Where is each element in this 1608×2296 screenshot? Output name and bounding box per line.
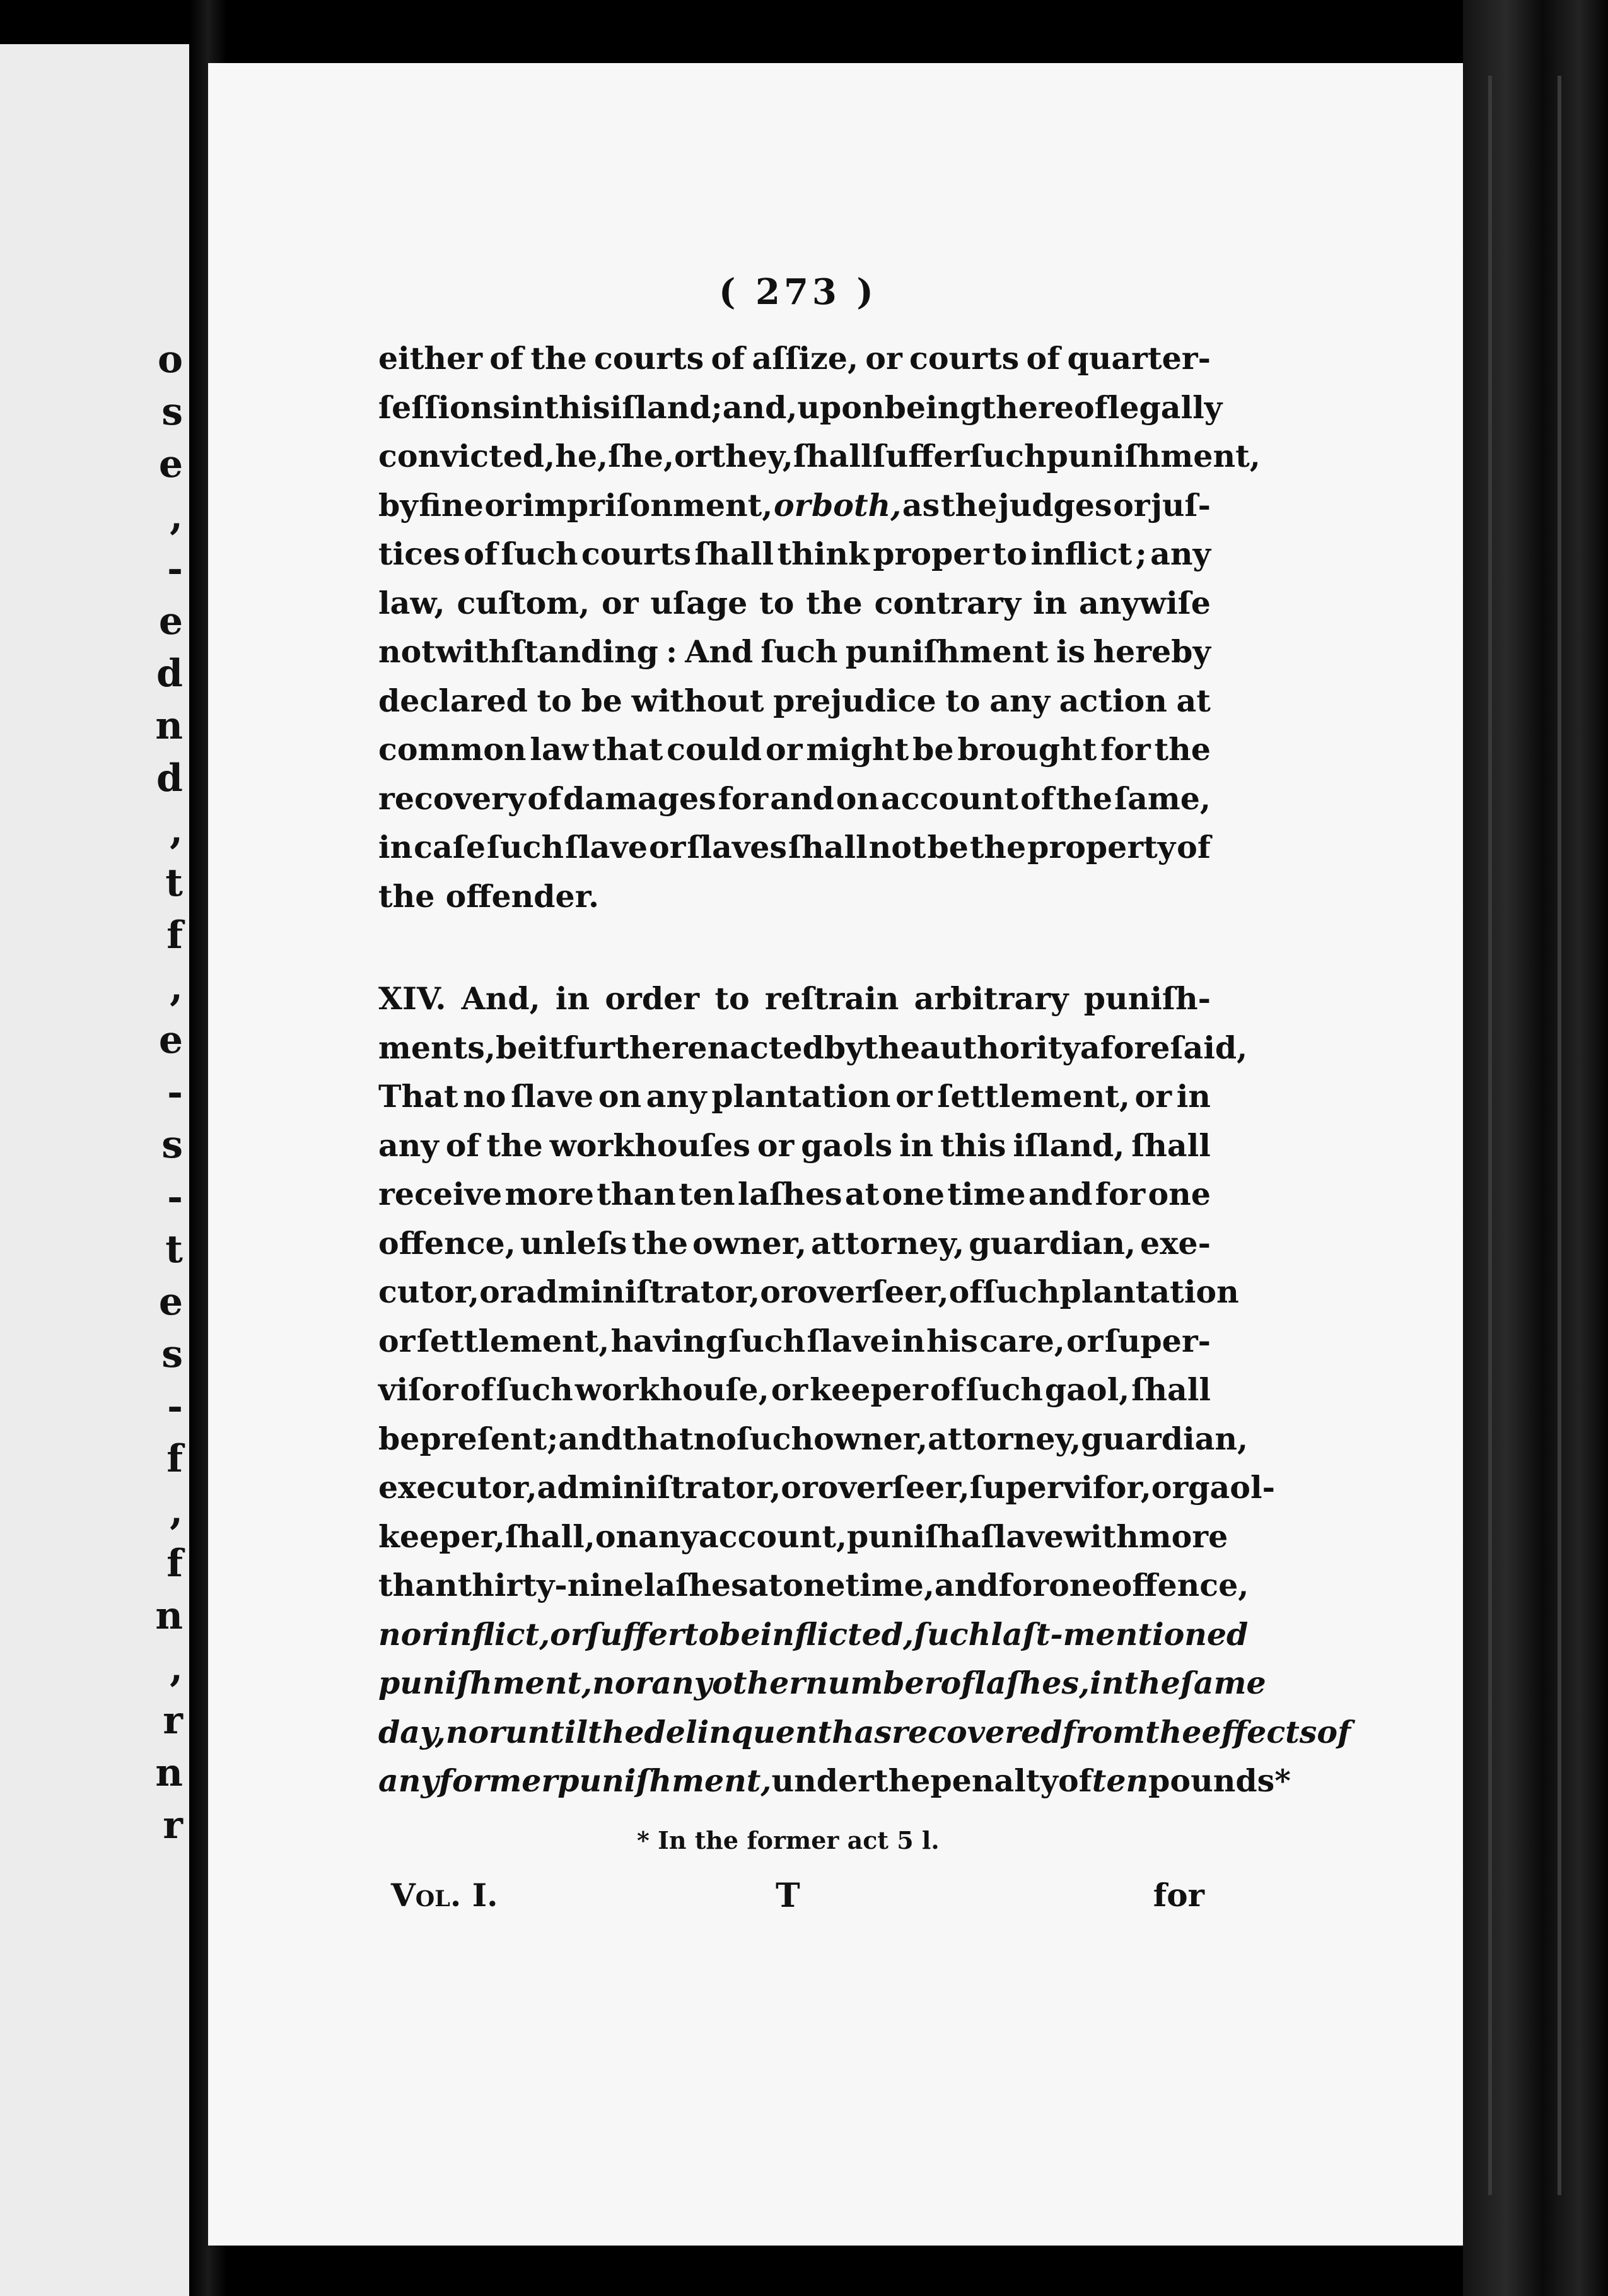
text-line: common law that could or might be brought for the [378,731,1211,768]
facing-page-letter: e [158,1280,183,1324]
facing-page-letter: n [155,704,183,748]
facing-page-letter: s [161,1123,183,1167]
facing-page-letter: , [170,809,183,853]
text-line: than thirty-nine laſhes at one time, and for one offence, [378,1567,1249,1603]
text-line: receive more than ten laſhes at one time and for one [378,1176,1211,1212]
footnote: * In the former act 5 l. [637,1826,940,1854]
text-line: convicted, he, ſhe, or they, ſhall ſuffer ſuch puniſhment, [378,438,1261,474]
facing-page-letter: - [167,1385,183,1429]
page-body [378,334,1351,1806]
facing-page-letter: , [170,1489,183,1533]
text-line: declared to be without prejudice to any action at [378,682,1211,719]
catchword: for [1153,1877,1204,1914]
text-line: notwithſtanding : And ſuch puniſhment is hereby [378,633,1211,670]
text-line: offence, unleſs the owner, attorney, guardian, exe- [378,1224,1211,1262]
facing-page-letter: o [157,337,183,382]
text-line: or ſettlement, having ſuch ſlave in his care, or ſuper- [378,1322,1211,1359]
text-line: either of the courts of aſſize, or courts of quarter- [378,340,1211,377]
facing-page-letter: t [165,861,183,905]
text-line: by fine or impriſonment, or both, as the judges or juſ- [378,486,1211,524]
book-spine-edge [1463,0,1608,2296]
text-line: That no ſlave on any plantation or ſettlement, or in [378,1078,1211,1115]
facing-page-letter: - [167,547,183,591]
text-line: any former puniſhment, under the penalty of ten pounds * [378,1762,1291,1799]
facing-page-letter: e [158,1018,183,1062]
facing-page-letter: d [156,652,183,696]
text-line: day, nor until the delinquent has recovered from the effects of [378,1713,1351,1750]
facing-page-letter: e [158,442,183,486]
facing-page-letter: n [155,1594,183,1638]
text-line: recovery of damages for and on account of the ſame, [378,780,1211,817]
facing-page-letter: f [166,1542,183,1586]
text-line: XIV. And, in order to reſtrain arbitrary puniſh- [378,980,1211,1017]
page-number: ( 273 ) [719,271,877,313]
signature-mark: T [776,1877,800,1915]
text-line: ſeſſions in this iſland ; and, upon being thereof legally [378,389,1223,426]
facing-page-letter: f [166,913,183,958]
text-line: viſor of ſuch workhouſe, or keeper of ſuch gaol, ſhall [378,1371,1211,1408]
text-line: any of the workhouſes or gaols in this iſland, ſhall [378,1127,1211,1164]
facing-page-letter: , [170,495,183,539]
text-line: puniſhment, nor any other number of laſhes, in the ſame [378,1665,1266,1701]
text-line: the offender. [378,877,600,915]
facing-page-letter: s [161,1332,183,1376]
facing-page-letter: r [163,1803,183,1848]
volume-label: Vol. I. [391,1877,498,1914]
spine-line [1488,76,1492,2195]
text-line: keeper, ſhall, on any account, puniſh a ſlave with more [378,1518,1228,1555]
facing-page-letter: f [166,1437,183,1481]
facing-page-letter: s [161,390,183,434]
facing-page-letter: t [165,1227,183,1272]
text-line: executor, adminiſtrator, or overſeer, ſupervifor, or gaol- [378,1469,1275,1506]
facing-page-letter: e [158,599,183,643]
text-line: nor inflict, or ſuffer to be inflicted, ſuch laſt-mentioned [378,1615,1249,1653]
facing-page-letter: d [156,756,183,800]
facing-page-edge [0,44,189,2296]
text-line: tices of ſuch courts ſhall think proper to inflict ; any [378,536,1211,572]
paragraph-gap [378,921,1211,975]
text-line: law, cuſtom, or uſage to the contrary in anywiſe [378,584,1211,621]
text-line: cutor, or adminiſtrator, or overſeer, of ſuch plantation [378,1274,1239,1310]
facing-page-letter: , [170,966,183,1010]
page-foot [391,1877,1204,1927]
facing-page-letter: - [167,1070,183,1115]
text-line: ments, be it further enacted by the authority aforeſaid, [378,1029,1248,1066]
facing-page-letter: r [163,1699,183,1743]
facing-page-letter: , [170,1646,183,1690]
facing-page-letter: n [155,1751,183,1795]
facing-page-letter: - [167,1175,183,1219]
text-line: be preſent ; and that no ſuch owner, attorney, guardian, [378,1420,1249,1457]
text-line: in caſe ſuch ſlave or ſlaves ſhall not be the property of [378,829,1211,865]
spine-line [1558,76,1561,2195]
